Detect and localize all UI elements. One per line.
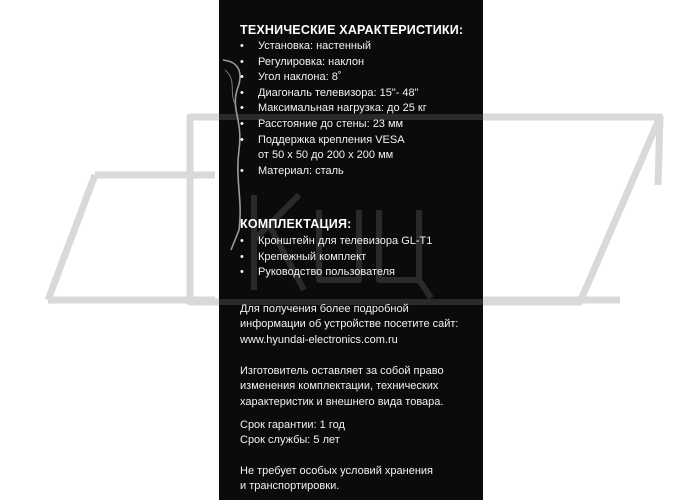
bullet-icon: • — [240, 86, 244, 99]
bullet-icon: • — [240, 102, 244, 115]
bullet-icon: • — [240, 55, 244, 68]
disclaimer-paragraph: Изготовитель оставляет за собой право изменения комплектации, технических характеристик и внешнего вида товара. — [240, 365, 444, 408]
packaging-spec-panel — [219, 0, 483, 500]
specs-heading: ТЕХНИЧЕСКИЕ ХАРАКТЕРИСТИКИ: — [240, 23, 464, 37]
bullet-icon: • — [240, 164, 244, 177]
list-item: • Максимальная нагрузка: до 25 кг — [240, 101, 427, 117]
info-paragraph: Для получения более подробной информации об устройстве посетите сайт: www.hyundai-electronics.com.ru — [240, 303, 459, 346]
storage-paragraph: Не требует особых условий хранения и транспортировки. — [240, 465, 433, 493]
list-item: • Угол наклона: 8˚ — [240, 70, 427, 86]
list-item: • Установка: настенный — [240, 39, 427, 55]
list-item: • Крепежный комплект — [240, 250, 432, 266]
list-item: • Кронштейн для телевизора GL-T1 — [240, 234, 432, 250]
bullet-icon: • — [240, 71, 244, 84]
bullet-icon: • — [240, 235, 244, 247]
bullet-icon: • — [240, 250, 244, 263]
list-item: • Расстояние до стены: 23 мм — [240, 117, 427, 133]
list-item: • Регулировка: наклон — [240, 55, 427, 71]
kit-list — [240, 234, 432, 281]
kit-heading: КОМПЛЕКТАЦИЯ: — [240, 217, 352, 231]
specs-list — [240, 39, 427, 179]
bullet-icon: • — [240, 266, 244, 279]
warranty-paragraph: Срок гарантии: 1 год Срок службы: 5 лет — [240, 419, 345, 447]
list-item: • Диагональ телевизора: 15"- 48" — [240, 86, 427, 102]
list-item: • Материал: сталь — [240, 164, 427, 180]
bullet-icon: • — [240, 117, 244, 130]
list-item: • Поддержка крепления VESA от 50 х 50 до 200 х 200 мм — [240, 133, 405, 162]
bullet-icon: • — [240, 40, 244, 52]
list-item: • Руководство пользователя — [240, 265, 432, 281]
bullet-icon: • — [240, 133, 244, 146]
